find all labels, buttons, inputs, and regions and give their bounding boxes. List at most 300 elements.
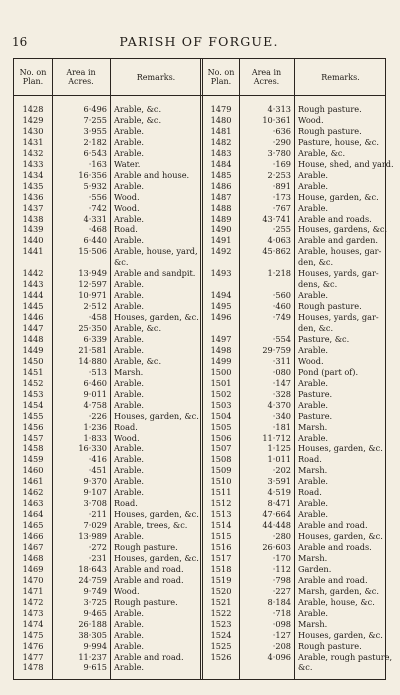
no-cell: 1445 xyxy=(22,301,44,312)
area-cell: 16·356 xyxy=(78,169,107,180)
no-cell: 1454 xyxy=(22,399,44,410)
area-cell: 13·949 xyxy=(78,268,107,279)
no-cell: 1429 xyxy=(22,114,44,125)
table-row xyxy=(14,400,387,410)
remarks-cell: Arable. xyxy=(114,213,145,224)
remarks-cell: Wood. xyxy=(298,114,324,125)
area-cell: ·226 xyxy=(88,410,107,421)
area-cell: 4·758 xyxy=(83,399,107,410)
no-cell: 1457 xyxy=(22,432,44,443)
table-row xyxy=(14,290,387,300)
remarks-cell: Arable. xyxy=(298,498,329,509)
no-cell: 1511 xyxy=(210,487,232,498)
remarks-cell: Arable. xyxy=(114,531,145,542)
remarks-cell: Rough pasture. xyxy=(298,104,362,114)
table-row xyxy=(14,389,387,399)
no-cell: 1526 xyxy=(210,651,232,662)
area-cell: 4·519 xyxy=(267,487,291,498)
no-cell: 1475 xyxy=(22,629,44,640)
no-cell: 1519 xyxy=(210,574,232,585)
area-cell: 9·011 xyxy=(83,388,107,399)
area-cell: 6·460 xyxy=(83,377,107,388)
header-area-left: Area in Acres. xyxy=(66,68,96,86)
table-row xyxy=(14,235,387,245)
table-row xyxy=(14,104,387,114)
area-cell: 2·512 xyxy=(83,301,107,312)
area-cell: 4·063 xyxy=(267,235,291,246)
remarks-cell: Arable. xyxy=(114,147,145,158)
remarks-cell: Wood. xyxy=(298,355,324,366)
no-cell: 1484 xyxy=(210,158,232,169)
no-cell: 1473 xyxy=(22,607,44,618)
remarks-cell: Road. xyxy=(114,421,138,432)
area-cell: 2·182 xyxy=(83,136,107,147)
area-cell: ·173 xyxy=(272,191,291,202)
area-cell: ·460 xyxy=(272,301,291,312)
area-cell: 14·880 xyxy=(78,355,107,366)
area-cell: ·211 xyxy=(88,509,107,520)
area-cell: ·718 xyxy=(272,607,291,618)
remarks-cell: Arable. xyxy=(298,607,329,618)
no-cell: 1440 xyxy=(22,235,44,246)
no-cell: 1441 xyxy=(22,246,44,257)
table-row xyxy=(14,465,387,475)
remarks-cell: Arable. xyxy=(114,487,145,498)
remarks-cell: Arable. xyxy=(298,344,329,355)
remarks-cell: Wood. xyxy=(114,432,140,443)
table-row xyxy=(14,192,387,202)
header-remarks-right: Remarks. xyxy=(321,72,360,82)
table-row xyxy=(14,443,387,453)
remarks-cell: Marsh. xyxy=(298,618,328,629)
header-no-on-plan-left: No. on Plan. xyxy=(19,68,47,86)
table-row xyxy=(14,181,387,191)
no-cell: 1490 xyxy=(210,224,232,235)
table-row xyxy=(14,257,387,267)
remarks-cell: Marsh, garden, &c. xyxy=(298,585,379,596)
table-row xyxy=(14,641,387,651)
no-cell: 1504 xyxy=(210,410,232,421)
no-cell: 1451 xyxy=(22,366,44,377)
area-cell: 13·989 xyxy=(78,531,107,542)
no-cell: 1458 xyxy=(22,443,44,454)
remarks-cell: Arable. xyxy=(114,136,145,147)
remarks-cell: Arable and road. xyxy=(114,651,184,662)
remarks-cell: House, shed, and yard. xyxy=(298,158,394,169)
table-row xyxy=(14,214,387,224)
area-cell: 7·029 xyxy=(83,520,107,531)
no-cell: 1485 xyxy=(210,169,232,180)
page-number: 16 xyxy=(12,35,28,49)
header-no-on-plan-right: No. on Plan. xyxy=(207,68,235,86)
remarks-cell: Arable. xyxy=(114,629,145,640)
area-cell: 2·253 xyxy=(267,169,291,180)
remarks-cell: Houses, garden, &c. xyxy=(114,509,199,520)
table-row xyxy=(14,312,387,322)
area-cell: ·340 xyxy=(272,410,291,421)
table-row xyxy=(14,268,387,278)
remarks-cell: Arable. xyxy=(114,301,145,312)
area-cell: 25·350 xyxy=(78,323,107,333)
no-cell: 1522 xyxy=(210,607,232,618)
remarks-cell: Arable. xyxy=(114,333,145,344)
no-cell: 1471 xyxy=(22,585,44,596)
no-cell: 1434 xyxy=(22,169,44,180)
area-cell: ·451 xyxy=(88,465,107,476)
no-cell: 1518 xyxy=(210,563,232,574)
remarks-cell: Arable. xyxy=(114,476,145,487)
no-cell: 1452 xyxy=(22,377,44,388)
area-cell: ·181 xyxy=(272,421,291,432)
area-cell: 1·236 xyxy=(83,421,107,432)
area-cell: ·636 xyxy=(272,125,291,136)
remarks-cell: Arable, trees, &c. xyxy=(114,520,188,531)
remarks-cell: Garden. xyxy=(298,563,332,574)
table-row xyxy=(14,148,387,158)
remarks-cell: Marsh. xyxy=(298,465,328,476)
no-cell: 1428 xyxy=(22,104,44,114)
area-cell: 9·370 xyxy=(83,476,107,487)
no-cell: 1515 xyxy=(210,531,232,542)
area-cell: ·080 xyxy=(272,366,291,377)
no-cell: 1464 xyxy=(22,509,44,520)
area-cell: 4·370 xyxy=(267,399,291,410)
remarks-cell: Road. xyxy=(114,224,138,235)
area-cell: 9·994 xyxy=(83,640,107,651)
no-cell: 1446 xyxy=(22,312,44,323)
remarks-cell: Houses, garden, &c. xyxy=(298,531,383,542)
no-cell: 1442 xyxy=(22,268,44,279)
area-cell: 11·712 xyxy=(262,432,291,443)
no-cell: 1499 xyxy=(210,355,232,366)
area-cell: ·891 xyxy=(272,180,291,191)
no-cell: 1431 xyxy=(22,136,44,147)
remarks-cell: Arable and garden. xyxy=(298,235,379,246)
area-cell: 4·331 xyxy=(83,213,107,224)
table-row xyxy=(14,542,387,552)
table-row xyxy=(14,630,387,640)
remarks-cell: Rough pasture. xyxy=(298,640,362,651)
area-cell: ·767 xyxy=(272,202,291,213)
no-cell: 1491 xyxy=(210,235,232,246)
remarks-cell: Arable. xyxy=(114,290,145,301)
no-cell: 1512 xyxy=(210,498,232,509)
no-cell: 1465 xyxy=(22,520,44,531)
no-cell: 1503 xyxy=(210,399,232,410)
area-cell: 11·237 xyxy=(78,651,107,662)
no-cell: 1488 xyxy=(210,202,232,213)
remarks-cell: Pasture, &c. xyxy=(298,333,350,344)
area-cell: 6·440 xyxy=(83,235,107,246)
remarks-cell: Arable. xyxy=(114,607,145,618)
no-cell: 1514 xyxy=(210,520,232,531)
remarks-cell: Water. xyxy=(114,158,141,169)
remarks-cell: Arable. xyxy=(114,399,145,410)
area-cell: ·147 xyxy=(272,377,291,388)
area-cell: ·416 xyxy=(88,454,107,465)
area-cell: ·798 xyxy=(272,574,291,585)
table-row xyxy=(14,115,387,125)
remarks-cell: Arable. xyxy=(298,399,329,410)
table-row xyxy=(14,345,387,355)
no-cell: 1474 xyxy=(22,618,44,629)
no-cell: 1482 xyxy=(210,136,232,147)
area-cell: 21·581 xyxy=(78,344,107,355)
remarks-cell: Arable and road. xyxy=(298,574,368,585)
no-cell: 1463 xyxy=(22,498,44,509)
remarks-cell: Arable, houses, gar- xyxy=(298,246,382,257)
remarks-cell: Arable. xyxy=(298,509,329,520)
area-cell: 18·643 xyxy=(78,563,107,574)
remarks-cell: Road. xyxy=(298,487,322,498)
no-cell: 1483 xyxy=(210,147,232,158)
remarks-cell: Arable, &c. xyxy=(114,355,162,366)
area-cell: 6·339 xyxy=(83,333,107,344)
no-cell: 1436 xyxy=(22,191,44,202)
no-cell: 1520 xyxy=(210,585,232,596)
no-cell: 1447 xyxy=(22,323,44,333)
remarks-cell: Houses, garden, &c. xyxy=(114,312,199,323)
area-cell: 29·759 xyxy=(262,344,291,355)
remarks-cell: House, garden, &c. xyxy=(298,191,379,202)
parish-table xyxy=(13,58,394,680)
table-row xyxy=(14,126,387,136)
area-cell: 24·759 xyxy=(78,574,107,585)
remarks-cell: Marsh. xyxy=(114,366,144,377)
table-row xyxy=(14,564,387,574)
area-cell: 1·833 xyxy=(83,432,107,443)
table-row xyxy=(14,454,387,464)
area-cell: ·208 xyxy=(272,640,291,651)
area-cell: 3·725 xyxy=(83,596,107,607)
remarks-cell: Pond (part of). xyxy=(298,366,359,377)
no-cell: 1525 xyxy=(210,640,232,651)
remarks-cell: Arable and road. xyxy=(114,574,184,585)
no-cell: 1516 xyxy=(210,542,232,552)
table-row xyxy=(14,476,387,486)
no-cell: 1487 xyxy=(210,191,232,202)
remarks-cell: Wood. xyxy=(114,202,140,213)
table-row xyxy=(14,608,387,618)
table-row xyxy=(14,356,387,366)
area-cell: ·255 xyxy=(272,224,291,235)
remarks-cell: den, &c. xyxy=(298,257,334,268)
remarks-cell: Arable. xyxy=(114,279,145,290)
remarks-cell: Arable, &c. xyxy=(114,323,162,333)
area-cell: 6·496 xyxy=(83,104,107,114)
table-row xyxy=(14,498,387,508)
no-cell: 1468 xyxy=(22,552,44,563)
no-cell: 1448 xyxy=(22,333,44,344)
area-cell: ·560 xyxy=(272,290,291,301)
area-cell: ·513 xyxy=(88,366,107,377)
remarks-cell: Arable. xyxy=(298,169,329,180)
remarks-cell: Arable, &c. xyxy=(298,147,346,158)
area-cell: ·169 xyxy=(272,158,291,169)
area-cell: ·112 xyxy=(272,563,291,574)
area-cell: ·098 xyxy=(272,618,291,629)
remarks-cell: Arable and roads. xyxy=(298,542,372,552)
no-cell: 1498 xyxy=(210,344,232,355)
remarks-cell: Arable. xyxy=(114,125,145,136)
area-cell: ·170 xyxy=(272,552,291,563)
table-row xyxy=(14,662,387,672)
area-cell: 4·096 xyxy=(267,651,291,662)
area-cell: 8·471 xyxy=(267,498,291,509)
no-cell: 1507 xyxy=(210,443,232,454)
remarks-cell: Arable. xyxy=(298,290,329,301)
area-cell: ·163 xyxy=(88,158,107,169)
remarks-cell: Wood. xyxy=(114,191,140,202)
area-cell: ·328 xyxy=(272,388,291,399)
table-row xyxy=(14,619,387,629)
no-cell: 1472 xyxy=(22,596,44,607)
table-row xyxy=(14,334,387,344)
remarks-cell: Rough pasture. xyxy=(114,596,178,607)
no-cell: 1486 xyxy=(210,180,232,191)
remarks-cell: Rough pasture. xyxy=(298,125,362,136)
no-cell: 1497 xyxy=(210,333,232,344)
no-cell: 1435 xyxy=(22,180,44,191)
remarks-cell: Houses, garden, &c. xyxy=(298,629,383,640)
remarks-cell: Houses, yards, gar- xyxy=(298,312,379,323)
remarks-cell: Arable. xyxy=(114,454,145,465)
no-cell: 1492 xyxy=(210,246,232,257)
no-cell: 1437 xyxy=(22,202,44,213)
no-cell: 1521 xyxy=(210,596,232,607)
area-cell: ·468 xyxy=(88,224,107,235)
table-row xyxy=(14,323,387,333)
area-cell: 1·218 xyxy=(267,268,291,279)
no-cell: 1510 xyxy=(210,476,232,487)
area-cell: 38·305 xyxy=(78,629,107,640)
area-cell: 9·465 xyxy=(83,607,107,618)
table-row xyxy=(14,520,387,530)
area-cell: 10·971 xyxy=(78,290,107,301)
area-cell: 9·615 xyxy=(83,662,107,673)
no-cell: 1523 xyxy=(210,618,232,629)
area-cell: 3·708 xyxy=(83,498,107,509)
remarks-cell: Arable. xyxy=(298,202,329,213)
no-cell: 1432 xyxy=(22,147,44,158)
remarks-cell: Arable and house. xyxy=(114,169,190,180)
no-cell: 1500 xyxy=(210,366,232,377)
area-cell: 12·597 xyxy=(78,279,107,290)
area-cell: 44·448 xyxy=(262,520,291,531)
remarks-cell: Houses, garden, &c. xyxy=(114,552,199,563)
no-cell: 1433 xyxy=(22,158,44,169)
area-cell: 26·188 xyxy=(78,618,107,629)
remarks-cell: Road. xyxy=(114,498,138,509)
header-remarks-left: Remarks. xyxy=(136,72,176,82)
remarks-cell: Rough pasture. xyxy=(298,301,362,312)
page-title: PARISH OF FORGUE. xyxy=(119,34,279,49)
table-row xyxy=(14,586,387,596)
remarks-cell: Arable, &c. xyxy=(114,114,162,125)
remarks-cell: Arable. xyxy=(114,443,145,454)
no-cell: 1453 xyxy=(22,388,44,399)
remarks-cell: Arable, &c. xyxy=(114,104,162,114)
area-cell: ·458 xyxy=(88,312,107,323)
area-cell: 5·932 xyxy=(83,180,107,191)
table-row xyxy=(14,433,387,443)
area-cell: ·231 xyxy=(88,552,107,563)
remarks-cell: Arable and sandpit. xyxy=(114,268,196,279)
no-cell: 1513 xyxy=(210,509,232,520)
remarks-cell: Arable. xyxy=(114,388,145,399)
table-row xyxy=(14,279,387,289)
area-cell: 45·862 xyxy=(262,246,291,257)
remarks-cell: Arable. xyxy=(298,180,329,191)
remarks-cell: Arable. xyxy=(114,235,145,246)
remarks-cell: Arable and road. xyxy=(114,563,184,574)
area-cell: ·749 xyxy=(272,312,291,323)
area-cell: ·202 xyxy=(272,465,291,476)
remarks-cell: Pasture. xyxy=(298,410,333,421)
remarks-cell: Arable. xyxy=(114,618,145,629)
area-cell: ·556 xyxy=(88,191,107,202)
remarks-cell: Arable. xyxy=(114,662,145,673)
table-row xyxy=(14,651,393,662)
area-cell: 7·255 xyxy=(83,114,107,125)
remarks-cell: Arable. xyxy=(114,344,145,355)
no-cell: 1467 xyxy=(22,542,44,552)
no-cell: 1439 xyxy=(22,224,44,235)
no-cell: 1444 xyxy=(22,290,44,301)
no-cell: 1479 xyxy=(210,104,232,114)
remarks-cell: Wood. xyxy=(114,585,140,596)
area-cell: 8·184 xyxy=(267,596,291,607)
area-cell: 10·361 xyxy=(262,114,291,125)
no-cell: 1461 xyxy=(22,476,44,487)
remarks-cell: Pasture. xyxy=(298,388,333,399)
no-cell: 1430 xyxy=(22,125,44,136)
no-cell: 1501 xyxy=(210,377,232,388)
table-row xyxy=(14,367,387,377)
no-cell: 1438 xyxy=(22,213,44,224)
table-row xyxy=(14,597,387,607)
table-row xyxy=(14,411,387,421)
no-cell: 1466 xyxy=(22,531,44,542)
remarks-cell: den, &c. xyxy=(298,323,334,333)
remarks-cell: Arable, rough pasture, xyxy=(298,651,393,662)
area-cell: ·554 xyxy=(272,333,291,344)
no-cell: 1477 xyxy=(22,651,44,662)
remarks-cell: &c. xyxy=(298,662,313,673)
remarks-cell: dens, &c. xyxy=(298,279,338,290)
remarks-cell: Houses, yards, gar- xyxy=(298,268,379,279)
no-cell: 1502 xyxy=(210,388,232,399)
table-row xyxy=(14,170,387,180)
table-row xyxy=(14,137,387,147)
table-row xyxy=(14,575,387,585)
no-cell: 1517 xyxy=(210,552,232,563)
area-cell: ·227 xyxy=(272,585,291,596)
table-row xyxy=(14,487,387,497)
no-cell: 1509 xyxy=(210,465,232,476)
area-cell: 1·125 xyxy=(267,443,291,454)
remarks-cell: Arable, house, yard, xyxy=(114,246,198,257)
no-cell: 1496 xyxy=(210,312,232,323)
no-cell: 1469 xyxy=(22,563,44,574)
remarks-cell: Arable. xyxy=(298,377,329,388)
remarks-cell: Marsh. xyxy=(298,552,328,563)
remarks-cell: Houses, garden, &c. xyxy=(298,443,383,454)
remarks-cell: Arable. xyxy=(298,476,329,487)
area-cell: 1·011 xyxy=(267,454,291,465)
area-cell: 26·603 xyxy=(262,542,291,552)
remarks-cell: Arable. xyxy=(114,640,145,651)
